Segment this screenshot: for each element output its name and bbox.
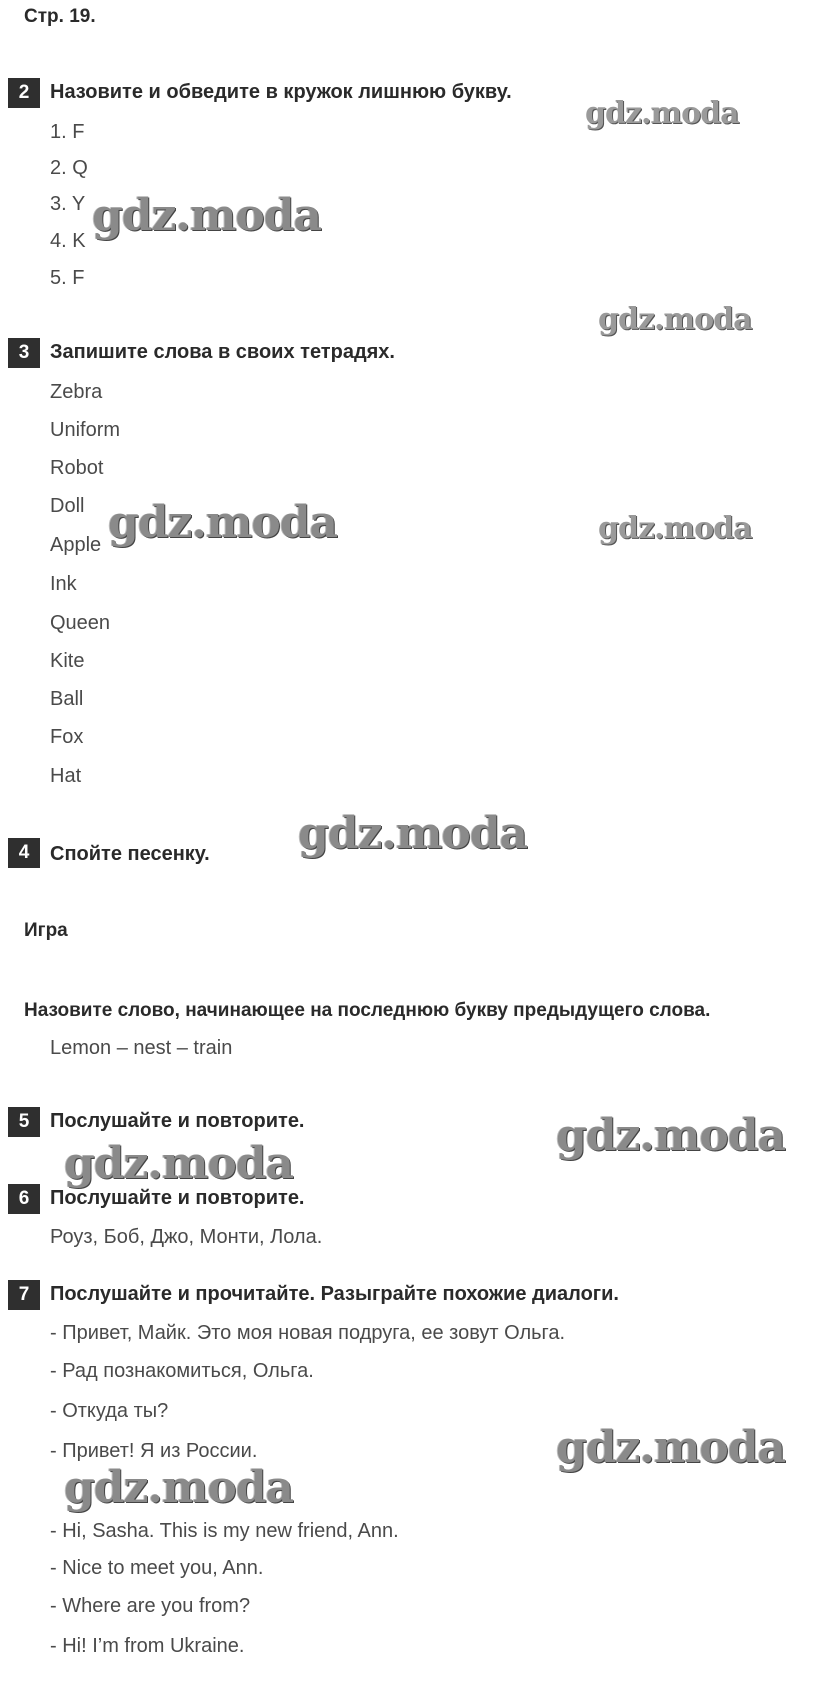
watermark: gdz.moda: [64, 1462, 294, 1513]
list-item: Doll: [50, 495, 85, 517]
watermark: gdz.moda: [298, 808, 528, 859]
task-number: 5: [8, 1107, 40, 1137]
task-number: 7: [8, 1280, 40, 1310]
watermark: gdz.moda: [556, 1110, 786, 1161]
list-item: 1. F: [50, 121, 85, 143]
list-item: Queen: [50, 612, 111, 634]
list-item: Kite: [50, 650, 85, 672]
game-example: Lemon – nest – train: [50, 1037, 233, 1059]
list-item: Ink: [50, 573, 77, 595]
list-item: Apple: [50, 534, 102, 556]
list-item: 4. K: [50, 230, 86, 252]
list-item: Zebra: [50, 381, 103, 403]
task-title: Запишите слова в своих тетрадях.: [50, 341, 395, 363]
task-number: 4: [8, 838, 40, 868]
dialog-line: - Рад познакомиться, Ольга.: [50, 1360, 314, 1382]
dialog-line: - Привет! Я из России.: [50, 1440, 258, 1462]
task-number: 6: [8, 1184, 40, 1214]
list-item: Fox: [50, 726, 84, 748]
watermark: gdz.moda: [556, 1422, 786, 1473]
list-item: Ball: [50, 688, 84, 710]
watermark: gdz.moda: [64, 1138, 294, 1189]
dialog-line: - Hi, Sasha. This is my new friend, Ann.: [50, 1520, 399, 1542]
task-title: Послушайте и повторите.: [50, 1187, 305, 1209]
list-item: 2. Q: [50, 157, 88, 179]
dialog-line: - Привет, Майк. Это моя новая подруга, ее зовут Ольга.: [50, 1322, 566, 1344]
watermark: gdz.moda: [598, 302, 752, 337]
game-instruction: Назовите слово, начинающее на последнюю букву предыдущего слова.: [24, 1000, 711, 1021]
task-title: Послушайте и повторите.: [50, 1110, 305, 1132]
list-item: Роуз, Боб, Джо, Монти, Лола.: [50, 1226, 323, 1248]
dialog-line: - Hi! I’m from Ukraine.: [50, 1635, 245, 1657]
task-title: Спойте песенку.: [50, 843, 210, 865]
dialog-line: - Where are you from?: [50, 1595, 251, 1617]
watermark: gdz.moda: [92, 190, 322, 241]
watermark: gdz.moda: [108, 497, 338, 548]
list-item: Hat: [50, 765, 82, 787]
task-number: 2: [8, 78, 40, 108]
page-label: Стр. 19.: [24, 6, 96, 27]
watermark: gdz.moda: [585, 96, 739, 131]
game-heading: Игра: [24, 920, 68, 941]
list-item: 3. Y: [50, 193, 86, 215]
list-item: Robot: [50, 457, 104, 479]
dialog-line: - Откуда ты?: [50, 1400, 169, 1422]
task-number: 3: [8, 338, 40, 368]
task-title: Назовите и обведите в кружок лишнюю букву.: [50, 81, 512, 103]
dialog-line: - Nice to meet you, Ann.: [50, 1557, 264, 1579]
task-title: Послушайте и прочитайте. Разыграйте похожие диалоги.: [50, 1283, 619, 1305]
list-item: 5. F: [50, 267, 85, 289]
list-item: Uniform: [50, 419, 121, 441]
watermark: gdz.moda: [598, 511, 752, 546]
